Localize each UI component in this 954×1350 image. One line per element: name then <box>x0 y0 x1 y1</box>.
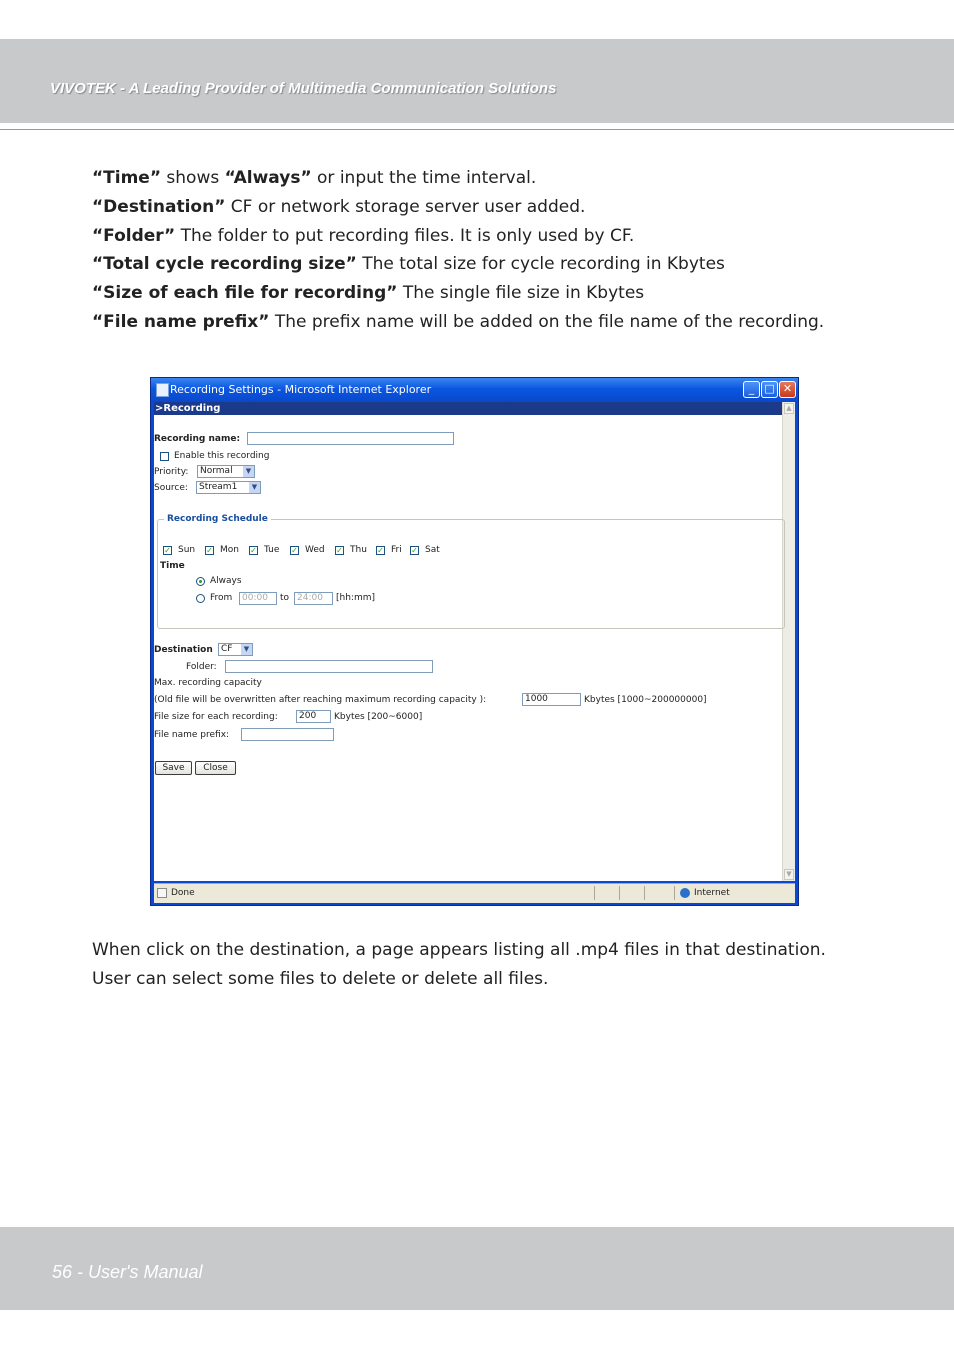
day-label: Tue <box>264 545 280 555</box>
day-checkbox-wed[interactable]: ✓ <box>291 546 298 555</box>
window-title: Recording Settings - Microsoft Internet Explorer <box>170 383 432 396</box>
day-label: Sat <box>425 545 440 555</box>
term: “File name prefix” <box>92 311 270 332</box>
text: or input the time interval. <box>311 168 537 188</box>
scroll-down-arrow[interactable]: ▼ <box>784 869 794 880</box>
enable-recording-checkbox[interactable] <box>160 452 169 461</box>
capacity-unit-label: Kbytes [1000~200000000] <box>584 695 707 705</box>
filesize-label: File size for each recording: <box>154 712 278 722</box>
vertical-scrollbar[interactable] <box>782 402 795 881</box>
term: “Size of each file for recording” <box>92 283 398 304</box>
status-divider <box>674 886 675 900</box>
from-radio[interactable] <box>196 594 205 603</box>
from-time-input[interactable]: 00:00 <box>239 592 277 605</box>
overwrite-label: (Old file will be overwritten after reaching maximum recording capacity ): <box>154 695 487 705</box>
priority-value: Normal <box>200 466 233 476</box>
day-label: Fri <box>391 545 402 555</box>
chevron-down-icon: ▼ <box>243 466 254 477</box>
to-label: to <box>280 593 290 603</box>
status-divider <box>594 886 595 900</box>
destination-label[interactable]: Destination <box>154 645 213 655</box>
recording-nav-title: >Recording <box>154 402 786 415</box>
priority-label: Priority: <box>154 467 189 477</box>
day-checkbox-tue[interactable]: ✓ <box>250 546 257 555</box>
term: “Time” <box>92 168 162 188</box>
term: “Folder” <box>92 225 176 246</box>
maximize-button[interactable]: □ <box>761 381 778 398</box>
recording-name-label: Recording name: <box>154 434 241 444</box>
status-divider <box>644 886 645 900</box>
page-content <box>154 402 795 881</box>
filesize-input[interactable]: 200 <box>296 710 331 723</box>
day-label: Wed <box>305 545 325 555</box>
time-label: Time <box>160 561 185 571</box>
description-line <box>92 250 892 279</box>
description-line <box>92 164 892 193</box>
scroll-up-arrow[interactable]: ▲ <box>784 403 794 414</box>
recording-name-input[interactable] <box>247 432 454 445</box>
day-checkbox-thu[interactable]: ✓ <box>336 546 343 555</box>
minimize-button[interactable]: _ <box>743 381 760 398</box>
save-button[interactable]: Save <box>155 761 192 775</box>
day-label: Sun <box>178 545 196 555</box>
status-bar <box>154 883 795 903</box>
day-checkbox-mon[interactable]: ✓ <box>206 546 213 555</box>
page-done-icon <box>157 888 167 898</box>
term: “Always” <box>224 168 312 188</box>
status-zone: Internet <box>694 888 730 898</box>
description-line <box>92 279 892 308</box>
max-capacity-label: Max. recording capacity <box>154 678 262 688</box>
close-window-button[interactable]: ✕ <box>779 381 796 398</box>
time-unit-label: [hh:mm] <box>336 593 375 603</box>
footer-page-label: 56 - User's Manual <box>52 1262 203 1282</box>
description-line <box>92 222 892 251</box>
from-label: From <box>210 593 233 603</box>
description-line <box>92 308 892 337</box>
always-label: Always <box>210 576 242 586</box>
term: “Destination” <box>92 196 226 217</box>
text: The folder to put recording files. It is only used by CF. <box>175 225 635 246</box>
text: The prefix name will be added on the file name of the recording. <box>269 311 825 332</box>
priority-select[interactable] <box>197 465 255 478</box>
chevron-down-icon: ▼ <box>249 482 260 493</box>
ie-page-icon <box>156 383 169 397</box>
chevron-down-icon: ▼ <box>241 644 252 655</box>
paragraph-line: When click on the destination, a page appears listing all .mp4 files in that destination. <box>92 940 826 960</box>
status-done: Done <box>171 888 195 898</box>
description-line <box>92 193 892 222</box>
term: “Total cycle recording size” <box>92 254 357 275</box>
day-checkbox-sat[interactable]: ✓ <box>411 546 418 555</box>
recording-schedule-legend: Recording Schedule <box>164 514 271 524</box>
source-value: Stream1 <box>199 482 238 492</box>
always-radio[interactable] <box>196 577 205 586</box>
header-title: VIVOTEK - A Leading Provider of Multimedia Communication Solutions <box>50 80 557 97</box>
day-checkbox-sun[interactable]: ✓ <box>164 546 171 555</box>
after-paragraph <box>92 936 912 994</box>
prefix-input[interactable] <box>241 728 334 741</box>
text: CF or network storage server user added. <box>225 196 586 217</box>
field-descriptions <box>92 164 892 337</box>
text: The total size for cycle recording in Kbytes <box>356 254 725 275</box>
day-checkbox-fri[interactable]: ✓ <box>377 546 384 555</box>
destination-value: CF <box>221 644 233 654</box>
prefix-label: File name prefix: <box>154 730 230 740</box>
header-rule <box>0 129 954 130</box>
destination-select[interactable] <box>218 643 253 656</box>
enable-recording-label: Enable this recording <box>174 451 270 461</box>
paragraph-line: User can select some files to delete or delete all files. <box>92 969 549 989</box>
source-select[interactable] <box>196 481 261 494</box>
to-time-input[interactable]: 24:00 <box>294 592 333 605</box>
day-label: Thu <box>350 545 367 555</box>
source-label: Source: <box>154 483 188 493</box>
text: The single file size in Kbytes <box>397 283 645 304</box>
folder-label: Folder: <box>186 662 217 672</box>
day-label: Mon <box>220 545 239 555</box>
folder-input[interactable] <box>225 660 433 673</box>
text: shows <box>161 168 225 188</box>
filesize-unit-label: Kbytes [200~6000] <box>334 712 423 722</box>
close-button[interactable]: Close <box>195 761 236 775</box>
globe-icon <box>680 888 690 898</box>
status-divider <box>619 886 620 900</box>
recording-schedule-group <box>157 519 785 629</box>
capacity-input[interactable]: 1000 <box>522 693 581 706</box>
window-titlebar <box>151 378 798 402</box>
browser-window <box>150 377 799 906</box>
